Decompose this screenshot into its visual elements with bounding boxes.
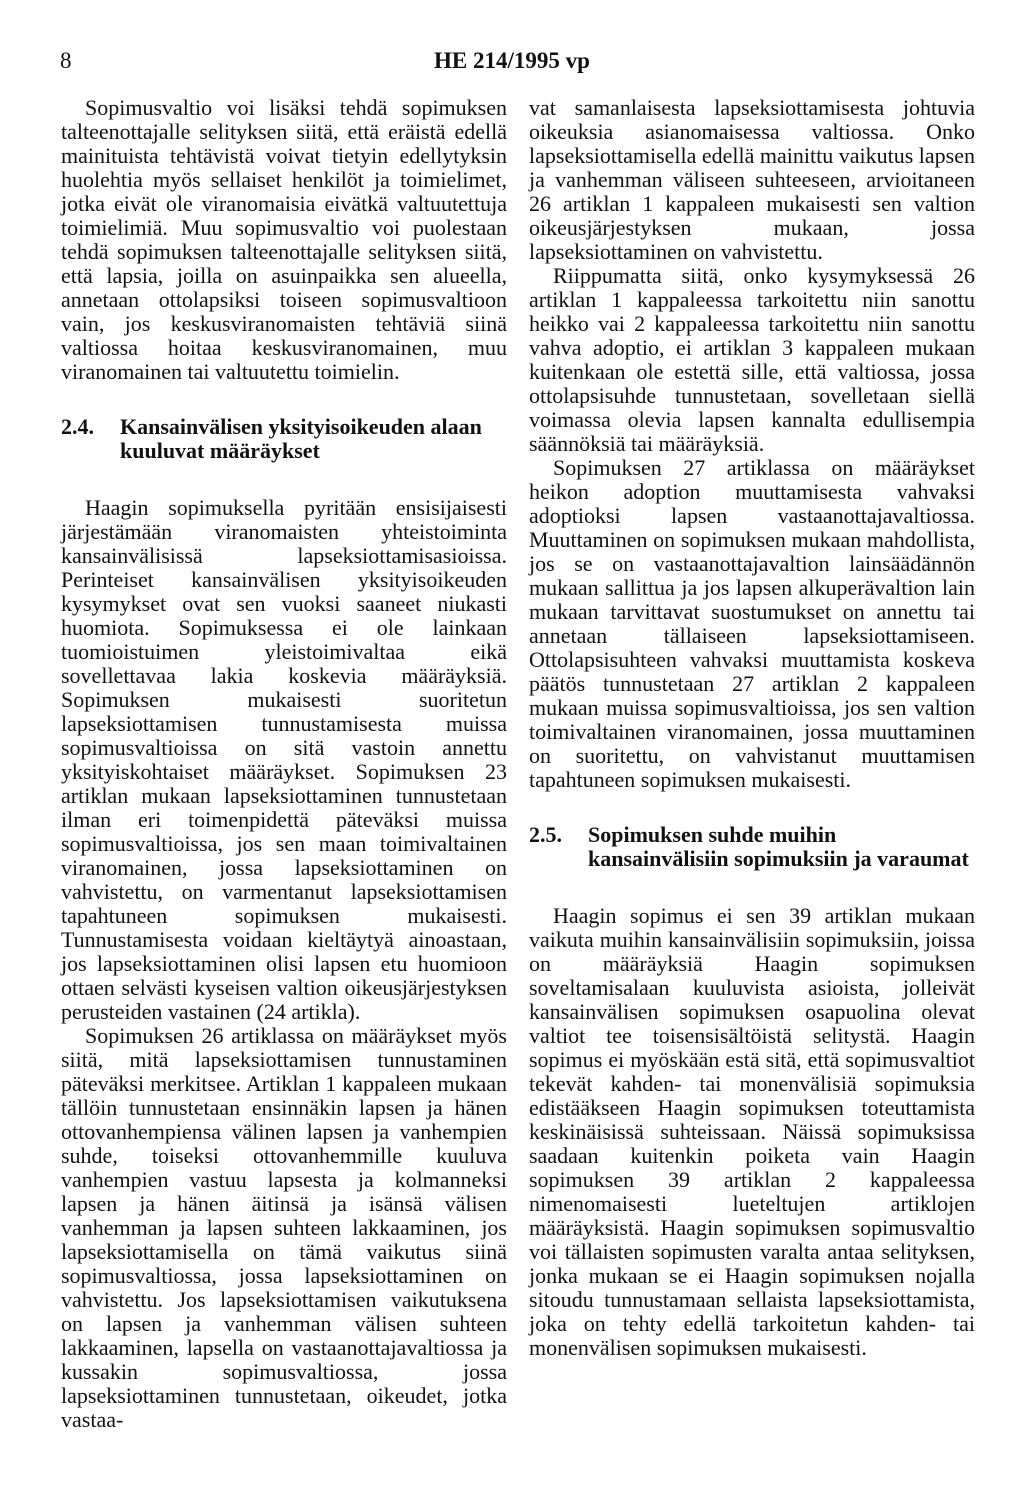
right-column [529,96,975,1360]
section-number: 2.4. [61,414,94,439]
paragraph: Sopimuksen 27 artiklassa on määräykset heikon adoption muuttamisesta vahvaksi adoptioksi lapsen vastaanottajavaltiossa. Muuttaminen on sopimuksen mukaan mahdollista, jos se on vastaanottajavaltion lainsäädännön mukaan sallittua ja jos lapsen alkuperävaltion lain mukaan tarvittavat suostumukset on annettu tai annetaan tällaiseen lapseksiottamiseen. Ottolapsisuhteen vahvaksi muuttamista koskeva päätös tunnustetaan 27 artiklan 2 kappaleen mukaan muissa sopimusvaltioissa, jos sen valtion toimivaltainen viranomainen, jossa muuttaminen on suoritettu, on vahvistanut muuttamisen tapahtuneen sopimuksen mukaisesti. [529,455,975,792]
section-title: Sopimuksen suhde muihin kansainvälisiin sopimuksiin ja varaumat [588,822,969,871]
paragraph: Riippumatta siitä, onko kysymyksessä 26 artiklan 1 kappaleessa tarkoitettu niin sanottu heikko vai 2 kappaleessa tarkoitettu niin sanottu vahva adoptio, ei artiklan 3 kappaleen mukaan kuitenkaan ole estettä sille, että valtiossa, jossa ottolapsisuhde tunnustetaan, sovelletaan siellä voimassa olevia lapsen kannalta edullisempia säännöksiä tai määräyksiä. [529,263,975,456]
section-number: 2.5. [529,822,562,847]
paragraph: Sopimusvaltio voi lisäksi tehdä sopimuksen talteenottajalle selityksen siitä, että eräistä edellä mainituista tehtävistä voivat tietyin edellytyksin huolehtia myös sellaiset henkilöt ja toimielimet, jotka eivät ole viranomaisia eivätkä valtuutettuja toimielimiä. Muu sopimusvaltio voi puolestaan tehdä sopimuksen talteenottajalle selityksen siitä, että lapsia, joilla on asuinpaikka sen alueella, annetaan ottolapsiksi toiseen sopimusvaltioon vain, jos keskusviranomaisten tehtäviä siinä valtiossa hoitaa keskusviranomainen, muu viranomainen tai valtuutettu toimielin. [61,95,507,384]
paragraph: Haagin sopimuksella pyritään ensisijaisesti järjestämään viranomaisten yhteistoiminta kansainvälisissä lapseksiottamisasioissa. Perinteiset kansainvälisen yksityisoikeuden kysymykset ovat sen vuoksi saaneet niukasti huomiota. Sopimuksessa ei ole lainkaan tuomioistuimen yleistoimivaltaa eikä sovellettavaa lakia koskevia määräyksiä. Sopimuksen mukaisesti suoritetun lapseksiottamisen tunnustamisesta muissa sopimusvaltioissa on sitä vastoin annettu yksityiskohtaiset määräykset. Sopimuksen 23 artiklan mukaan lapseksiottaminen tunnustetaan ilman eri toimenpidettä päteväksi muissa sopimusvaltioissa, jos sen maan toimivaltainen viranomainen, jossa lapseksiottaminen on vahvistettu, on varmentanut lapseksiottamisen tapahtuneen sopimuksen mukaisesti. Tunnustamisesta voidaan kieltäytyä ainoastaan, jos lapseksiottaminen olisi lapsen etu huomioon ottaen selvästi kyseisen valtion oikeusjärjestyksen perusteiden vastainen (24 artikla). [61,495,507,1024]
section-heading-2-4 [61,415,507,463]
section-title: Kansainvälisen yksityisoikeuden alaan kuuluvat määräykset [120,414,482,463]
paragraph: vat samanlaisesta lapseksiottamisesta johtuvia oikeuksia asianomaisessa valtiossa. Onko lapseksiottamisella edellä mainittu vaikutus lapsen ja vanhemman väliseen suhteeseen, arvioitaneen 26 artiklan 1 kappaleen mukaisesti sen valtion oikeusjärjestyksen mukaan, jossa lapseksiottaminen on vahvistettu. [529,95,976,264]
page-number: 8 [60,48,72,73]
left-column [61,96,507,1432]
paragraph: Sopimuksen 26 artiklassa on määräykset myös siitä, mitä lapseksiottamisen tunnustaminen päteväksi merkitsee. Artiklan 1 kappaleen mukaan tällöin tunnustetaan ensinnäkin lapsen ja hänen ottovanhempiensa välinen lapsen ja vanhempien suhde, toiseksi ottovanhemmille kuuluva vanhempien vastuu lapsesta ja kolmanneksi lapsen ja hänen äitinsä ja isänsä välisen vanhemman ja lapsen suhteen lakkaaminen, jos lapseksiottamisella on tämä vaikutus siinä sopimusvaltiossa, jossa lapseksiottaminen on vahvistettu. Jos lapseksiottamisen vaikutuksena on lapsen ja vanhemman välisen suhteen lakkaaminen, lapsella on vastaanottajavaltiossa ja kussakin sopimusvaltiossa, jossa lapseksiottaminen tunnustetaan, oikeudet, jotka vastaa- [61,1023,507,1432]
paragraph: Haagin sopimus ei sen 39 artiklan mukaan vaikuta muihin kansainvälisiin sopimuksiin, joissa on määräyksiä Haagin sopimuksen soveltamisalaan kuuluvista asioista, jolleivät kansainvälisen sopimuksen osapuolina olevat valtiot tee toisensisältöistä selitystä. Haagin sopimus ei myöskään estä sitä, että sopimusvaltiot tekevät kahden- tai monenvälisiä sopimuksia edistääkseen Haagin sopimuksen toteuttamista keskinäisissä suhteissaan. Näissä sopimuksissa saadaan kuitenkin poiketa vain Haagin sopimuksen 39 artiklan 2 kappaleessa nimenomaisesti lueteltujen artiklojen määräyksistä. Haagin sopimuksen sopimusvaltio voi tällaisten sopimusten varalta antaa selityksen, jonka mukaan se ei Haagin sopimuksen nojalla sitoudu tunnustamaan sellaista lapseksiottamista, joka on tehty edellä tarkoitetun kahden- tai monenvälisen sopimuksen mukaisesti. [529,903,975,1360]
section-heading-2-5 [529,823,975,871]
document-header: HE 214/1995 vp [434,48,590,73]
